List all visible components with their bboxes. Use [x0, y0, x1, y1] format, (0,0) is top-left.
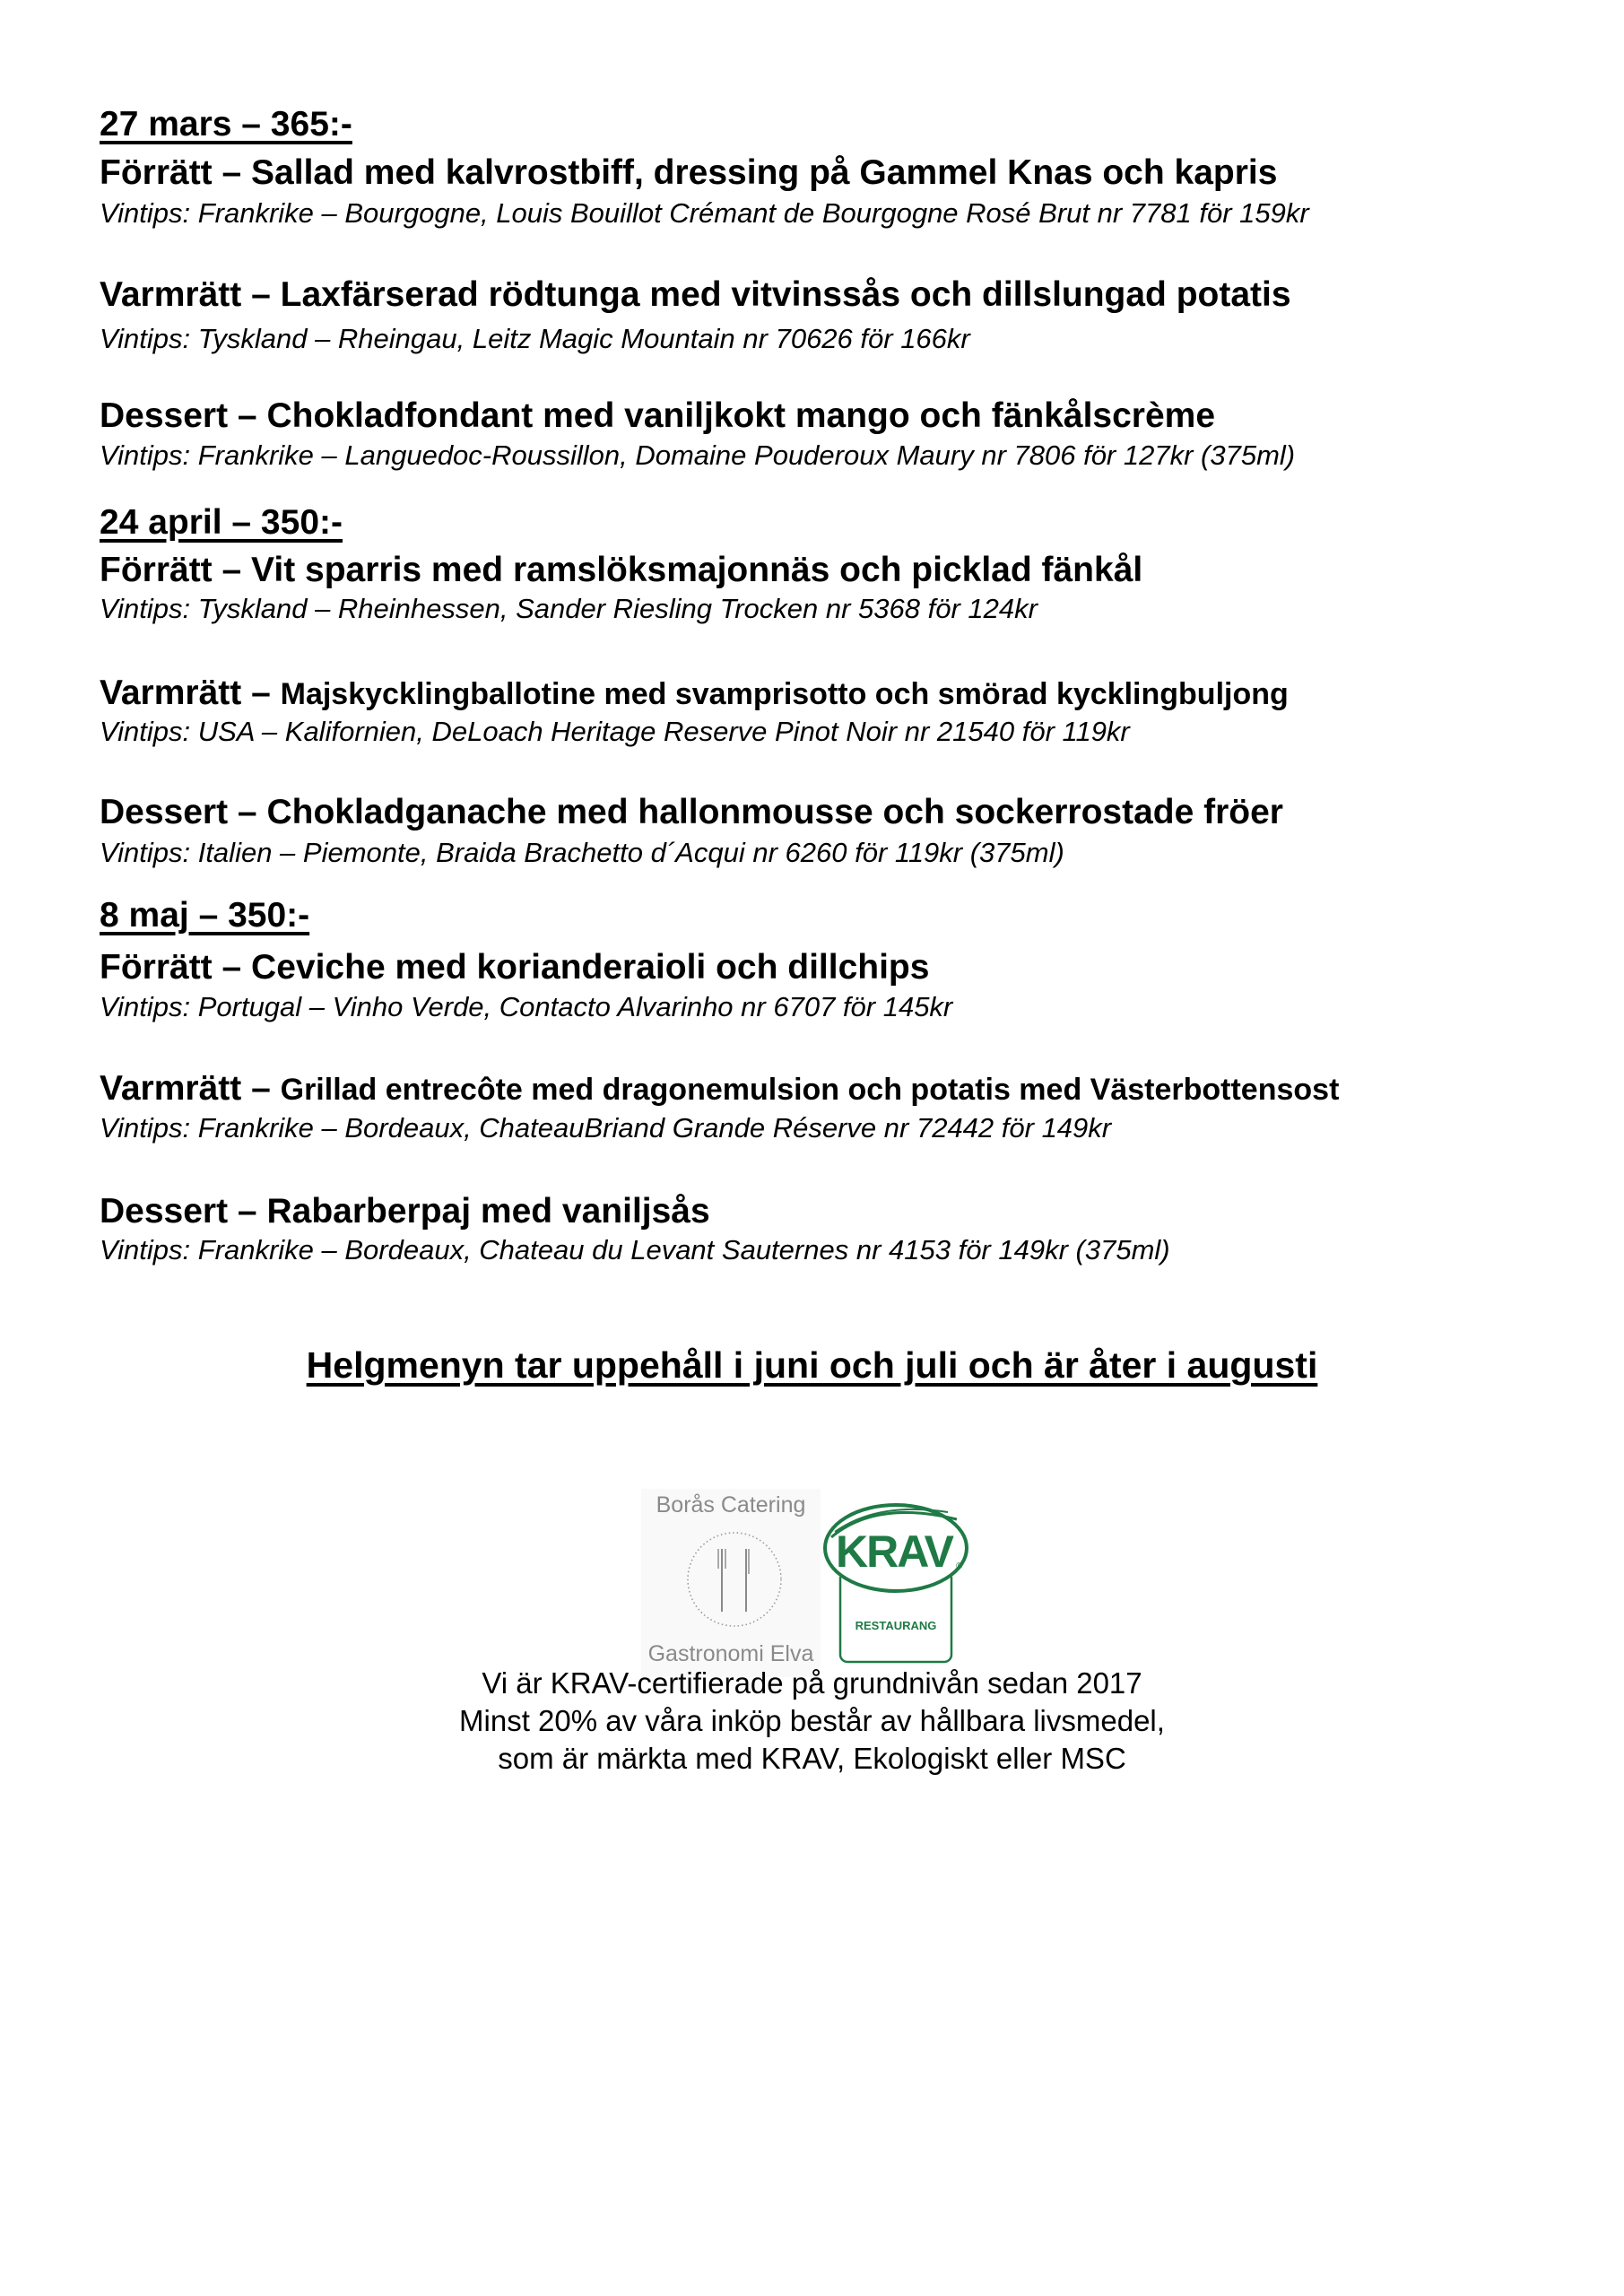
- course-main: [100, 277, 1291, 312]
- krav-wordmark: KRAV: [836, 1526, 952, 1577]
- course-label: Dessert –: [100, 793, 257, 831]
- boras-catering-logo: [641, 1489, 821, 1677]
- course-label: Förrätt –: [100, 948, 242, 987]
- krav-restaurang-logo: [822, 1501, 970, 1672]
- wine-tip: Vintips: Tyskland – Rheinhessen, Sander Riesling Trocken nr 5368 för 124kr: [100, 593, 1038, 624]
- course-dish: Ceviche med korianderaioli och dillchips: [251, 948, 930, 987]
- course-dessert: [100, 795, 1283, 830]
- footer-line: som är märkta med KRAV, Ekologiskt eller MSC: [498, 1742, 1126, 1775]
- boras-logo-subtitle: Gastronomi Elva: [647, 1641, 814, 1666]
- course-dish: Grillad entrecôte med dragonemulsion och potatis med Västerbottensost: [280, 1073, 1340, 1107]
- menu-date-price: 8 maj – 350:-: [100, 896, 310, 935]
- fork-knife-icon: [684, 1529, 785, 1630]
- wine-tip: Vintips: Frankrike – Bordeaux, ChateauBriand Grande Réserve nr 72442 för 149kr: [100, 1112, 1112, 1144]
- menu-date-price: 27 mars – 365:-: [100, 105, 352, 144]
- course-dish: Majskycklingballotine med svamprisotto och smörad kycklingbuljong: [280, 677, 1289, 711]
- krav-certification-text: [0, 1665, 1624, 1778]
- krav-logo-icon: [822, 1501, 970, 1667]
- wine-tip: Vintips: Frankrike – Bordeaux, Chateau du Levant Sauternes nr 4153 för 149kr (375ml): [100, 1234, 1170, 1265]
- course-label: Förrätt –: [100, 153, 242, 192]
- course-dessert: [100, 1194, 710, 1229]
- wine-tip: Vintips: Tyskland – Rheingau, Leitz Magic Mountain nr 70626 för 166kr: [100, 323, 970, 354]
- wine-tip: Vintips: Portugal – Vinho Verde, Contacto Alvarinho nr 6707 för 145kr: [100, 991, 953, 1022]
- course-starter: [100, 552, 1142, 587]
- course-label: Varmrätt –: [100, 275, 271, 314]
- course-label: Dessert –: [100, 1192, 257, 1231]
- course-dessert: [100, 398, 1215, 433]
- course-label: Dessert –: [100, 396, 257, 435]
- footer-line: Minst 20% av våra inköp består av hållbara livsmedel,: [459, 1704, 1165, 1737]
- course-dish: Rabarberpaj med vaniljsås: [266, 1192, 710, 1231]
- course-starter: [100, 155, 1277, 190]
- course-starter: [100, 950, 929, 985]
- summer-break-notice: Helgmenyn tar uppehåll i juni och juli och är åter i augusti: [306, 1344, 1318, 1386]
- course-main: [100, 1071, 1339, 1106]
- course-label: Varmrätt –: [100, 674, 271, 712]
- course-main: [100, 675, 1289, 710]
- krav-restaurang-label: RESTAURANG: [855, 1619, 937, 1632]
- registered-mark: ®: [956, 1561, 963, 1571]
- wine-tip: Vintips: Frankrike – Bourgogne, Louis Bouillot Crémant de Bourgogne Rosé Brut nr 7781 för 159kr: [100, 197, 1309, 229]
- footer-line: Vi är KRAV-certifierade på grundnivån sedan 2017: [482, 1666, 1142, 1700]
- boras-logo-title: Borås Catering: [656, 1492, 806, 1518]
- course-dish: Laxfärserad rödtunga med vitvinssås och dillslungad potatis: [280, 275, 1291, 314]
- course-dish: Chokladganache med hallonmousse och sockerrostade fröer: [266, 793, 1283, 831]
- wine-tip: Vintips: USA – Kalifornien, DeLoach Heritage Reserve Pinot Noir nr 21540 för 119kr: [100, 716, 1130, 747]
- menu-date-price: 24 april – 350:-: [100, 503, 343, 542]
- course-label: Varmrätt –: [100, 1069, 271, 1108]
- logos: [641, 1489, 982, 1677]
- wine-tip: Vintips: Frankrike – Languedoc-Roussillon, Domaine Pouderoux Maury nr 7806 för 127kr (375ml): [100, 439, 1296, 471]
- course-dish: Chokladfondant med vaniljkokt mango och fänkålscrème: [266, 396, 1216, 435]
- course-label: Förrätt –: [100, 551, 242, 589]
- wine-tip: Vintips: Italien – Piemonte, Braida Brachetto d´Acqui nr 6260 för 119kr (375ml): [100, 837, 1064, 868]
- course-dish: Sallad med kalvrostbiff, dressing på Gammel Knas och kapris: [251, 153, 1278, 192]
- course-dish: Vit sparris med ramslöksmajonnäs och picklad fänkål: [251, 551, 1143, 589]
